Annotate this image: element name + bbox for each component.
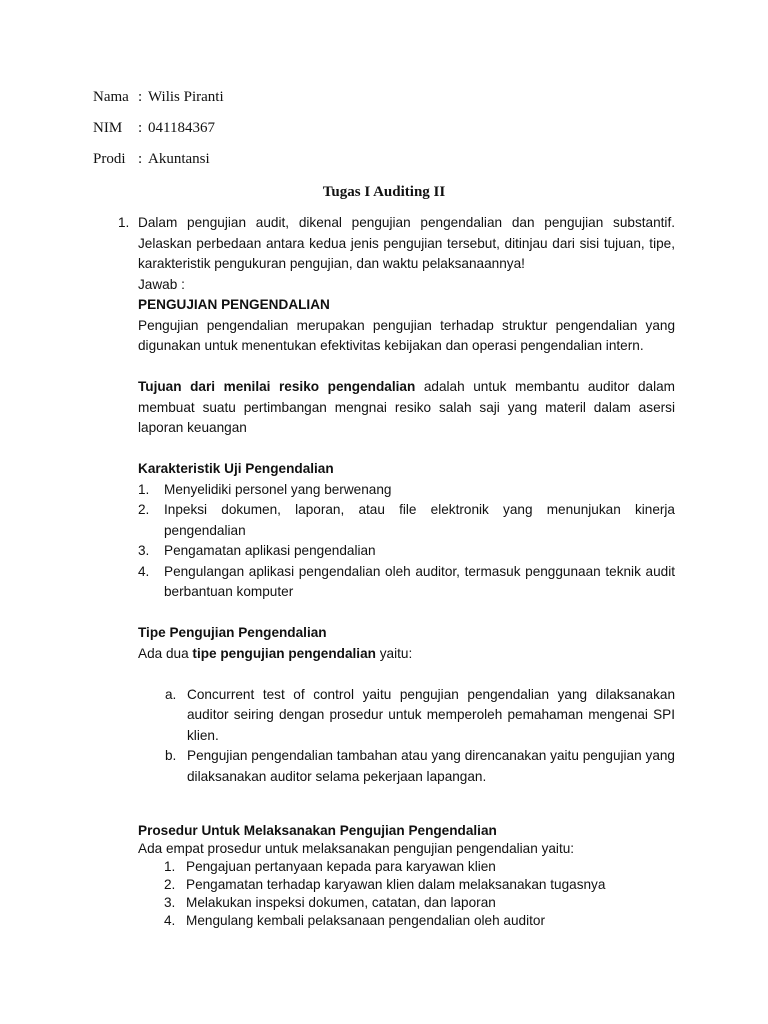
item-number: 1. [138, 481, 150, 497]
tujuan-bold: Tujuan dari menilai resiko pengendalian [138, 379, 416, 394]
document-body [93, 213, 675, 930]
tipe-list [138, 685, 675, 788]
question-1 [93, 213, 675, 275]
tipe-intro-bold: tipe pengujian pengendalian [192, 645, 376, 661]
item-number: 1. [164, 858, 176, 874]
question-text: Dalam pengujian audit, dikenal pengujian pengendalian dan pengujian substantif. Jelaskan perbedaan antara kedua jenis pengujian tersebut, ditinjau dari sisi tujuan, tipe, karakteristik pengukuran pengujian, dan waktu pelaksanaannya! [138, 215, 675, 271]
tujuan-paragraph [138, 377, 675, 439]
list-item [138, 912, 675, 930]
item-number: 2. [164, 876, 176, 892]
item-number: 3. [138, 543, 150, 558]
item-number: 2. [138, 502, 150, 517]
item-text: Melakukan inspeksi dokumen, catatan, dan laporan [186, 894, 496, 910]
karakteristik-list [138, 480, 675, 603]
list-item [138, 876, 675, 894]
prosedur-heading: Prosedur Untuk Melaksanakan Pengujian Pengendalian [138, 822, 497, 838]
prodi-label: Prodi [93, 151, 126, 167]
item-letter: a. [165, 686, 177, 702]
tujuan-rest: adalah untuk membantu auditor dalam membuat suatu pertimbangan mengnai resiko salah saji yang materil dalam asersi laporan keuangan [138, 379, 675, 435]
document-title: Tugas I Auditing II [322, 184, 446, 200]
prosedur-list [138, 858, 675, 930]
list-item [138, 480, 675, 501]
question-number: 1. [118, 215, 130, 230]
list-item [138, 500, 675, 541]
item-text: Mengulang kembali pelaksanaan pengendalian oleh auditor [186, 912, 545, 928]
header-nim [93, 118, 215, 138]
item-letter: b. [165, 748, 177, 763]
item-text: Concurrent test of control yaitu pengujian pengendalian yang dilaksanakan auditor seiring dengan prosedur untuk memperoleh pemahaman mengenai SPI klien. [187, 686, 675, 743]
list-item [138, 858, 675, 876]
item-number: 4. [138, 563, 150, 579]
list-item [138, 562, 675, 603]
list-item [138, 894, 675, 912]
list-item [138, 746, 675, 787]
nama-label: Nama [93, 89, 129, 105]
item-number: 4. [164, 912, 176, 928]
prodi-value: Akuntansi [148, 151, 210, 167]
tipe-intro-post: yaitu: [375, 645, 413, 661]
nim-value: 041184367 [148, 120, 215, 136]
nim-separator: : [138, 120, 143, 136]
prosedur-intro: Ada empat prosedur untuk melaksanakan pengujian pengendalian yaitu: [138, 840, 575, 856]
header-prodi [93, 149, 210, 169]
prodi-separator: : [138, 151, 143, 167]
item-text: Pengujian pengendalian tambahan atau yang direncanakan yaitu pengujian yang dilaksanakan auditor selama pekerjaan lapangan. [187, 748, 675, 784]
item-text: Menyelidiki personel yang berwenang [164, 481, 392, 497]
item-number: 3. [164, 894, 176, 910]
tipe-intro [138, 644, 675, 665]
list-item [138, 541, 675, 562]
header-nama [93, 87, 224, 107]
intro-paragraph: Pengujian pengendalian merupakan pengujian terhadap struktur pengendalian yang digunakan untuk menentukan efektivitas kebijakan dan operasi pengendalian intern. [138, 317, 675, 353]
item-text: Pengulangan aplikasi pengendalian oleh auditor, termasuk penggunaan teknik audit berbantuan komputer [164, 563, 675, 599]
list-item [138, 685, 675, 747]
answer-label: Jawab : [138, 276, 185, 292]
item-text: Pengamatan terhadap karyawan klien dalam melaksanakan tugasnya [186, 876, 606, 892]
tipe-heading: Tipe Pengujian Pengendalian [138, 625, 327, 640]
item-text: Inpeksi dokumen, laporan, atau file elektronik yang menunjukan kinerja pengendalian [164, 502, 675, 538]
nim-label: NIM [93, 120, 123, 136]
section-heading: PENGUJIAN PENGENDALIAN [138, 297, 330, 312]
item-text: Pengajuan pertanyaan kepada para karyawan klien [186, 858, 496, 874]
karakteristik-heading: Karakteristik Uji Pengendalian [138, 461, 334, 476]
tipe-intro-pre: Ada dua [138, 645, 193, 661]
nama-value: Wilis Piranti [148, 89, 224, 105]
item-text: Pengamatan aplikasi pengendalian [164, 543, 376, 558]
answer-section [138, 275, 675, 930]
nama-separator: : [138, 89, 143, 105]
